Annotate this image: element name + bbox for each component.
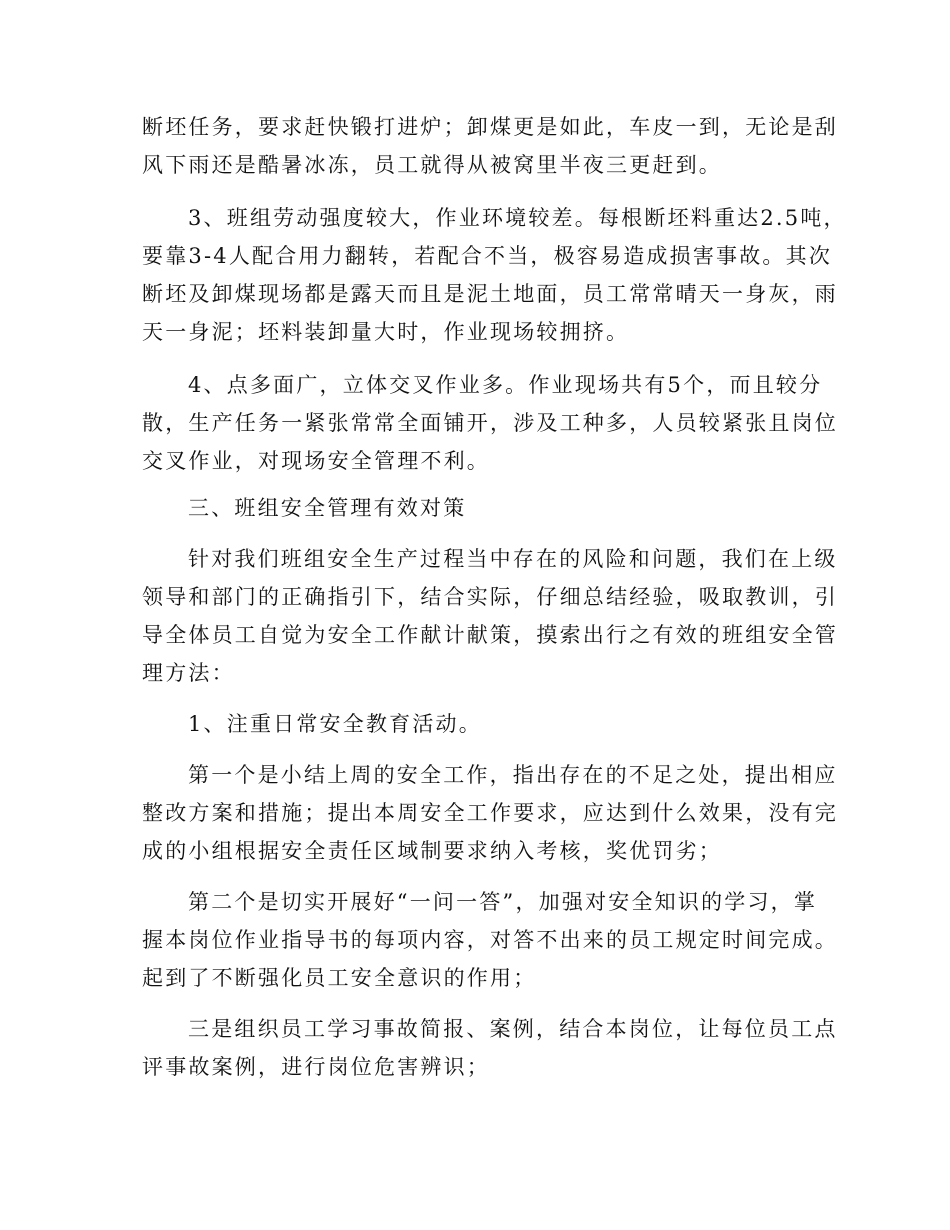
paragraph-line: 第二个是切实开展好“一问一答”，加强对安全知识的学习，掌 [188,890,818,914]
paragraph-line: 理方法： [142,661,235,685]
paragraph-1 [142,108,838,184]
paragraph-4 [142,540,838,692]
paragraph-line: 散，生产任务一紧张常常全面铺开，涉及工种多，人员较紧张且岗位 [142,411,838,435]
paragraph-line: 领导和部门的正确指引下，结合实际，仔细总结经验，吸取教训，引 [142,585,838,609]
paragraph-line: 交叉作业，对现场安全管理不利。 [142,449,490,473]
paragraph-line: 起到了不断强化员工安全意识的作用； [142,966,537,990]
paragraph-line: 握本岗位作业指导书的每项内容，对答不出来的员工规定时间完成。 [142,928,838,952]
subheading-text: 1、注重日常安全教育活动。 [188,712,482,736]
paragraph-line: 第一个是小结上周的安全工作，指出存在的不足之处，提出相应 [188,763,838,787]
paragraph-line: 三是组织员工学习事故简报、案例，结合本岗位，让每位员工点 [188,1017,838,1041]
paragraph-line: 导全体员工自觉为安全工作献计献策，摸索出行之有效的班组安全管 [142,623,838,647]
section-heading-text: 三、班组安全管理有效对策 [188,496,467,520]
paragraph-line: 评事故案例，进行岗位危害辨识； [142,1055,490,1079]
paragraph-line: 4、点多面广，立体交叉作业多。作业现场共有5个，而且较分 [188,373,823,397]
section-heading [142,489,804,527]
paragraph-line: 3、班组劳动强度较大，作业环境较差。每根断坯料重达2.5吨， [188,206,847,230]
subheading-1 [142,705,804,743]
paragraph-6 [142,883,838,997]
paragraph-2 [142,199,847,351]
paragraph-line: 整改方案和措施；提出本周安全工作要求，应达到什么效果，没有完 [142,801,838,825]
paragraph-line: 要靠3-4人配合用力翻转，若配合不当，极容易造成损害事故。其次 [142,244,833,268]
paragraph-line: 断坯及卸煤现场都是露天而且是泥土地面，员工常常晴天一身灰，雨 [142,282,838,306]
paragraph-3 [142,366,838,480]
paragraph-line: 针对我们班组安全生产过程当中存在的风险和问题，我们在上级 [188,547,838,571]
paragraph-line: 断坯任务，要求赶快锻打进炉；卸煤更是如此，车皮一到，无论是刮 [142,115,838,139]
paragraph-line: 天一身泥；坯料装卸量大时，作业现场较拥挤。 [142,320,630,344]
paragraph-line: 风下雨还是酷暑冰冻，员工就得从被窝里半夜三更赶到。 [142,153,722,177]
paragraph-line: 成的小组根据安全责任区域制要求纳入考核，奖优罚劣； [142,839,722,863]
paragraph-7 [142,1010,838,1086]
paragraph-5 [142,756,838,870]
